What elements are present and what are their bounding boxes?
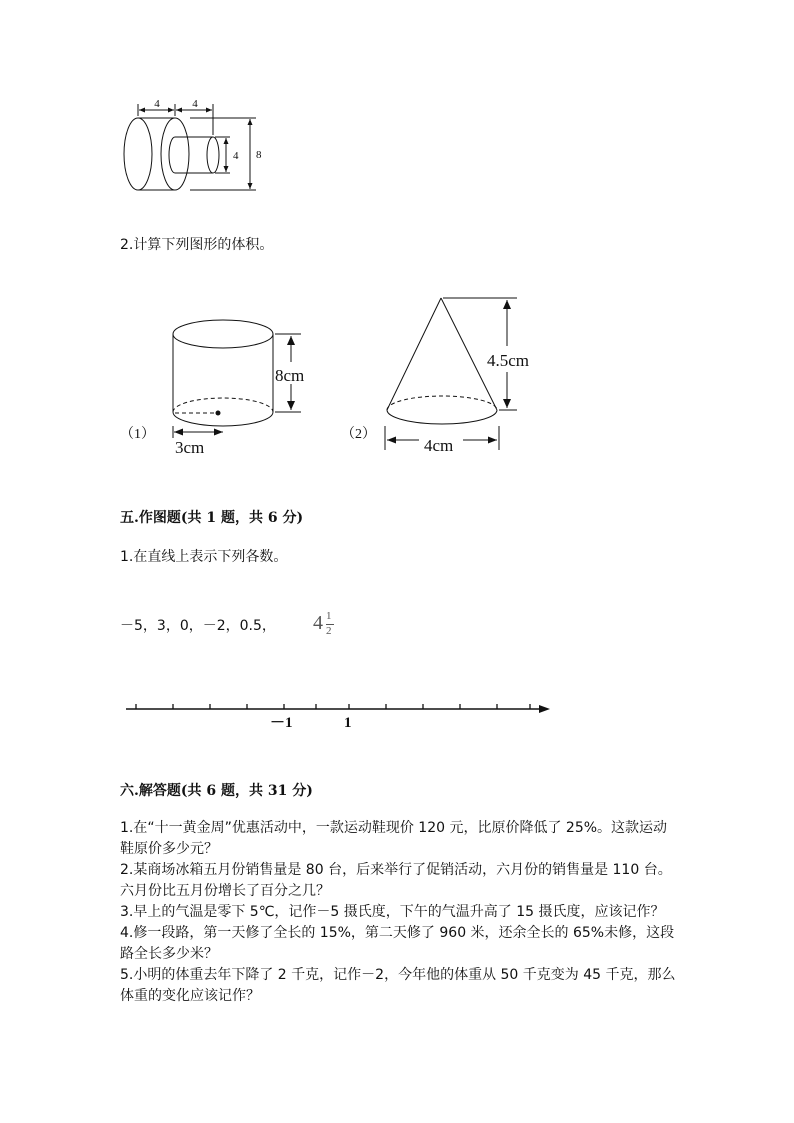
axis-label-neg1: －1 xyxy=(270,715,293,731)
cone-diameter-label: 4cm xyxy=(424,436,454,455)
cone-height-label: 4.5cm xyxy=(487,351,530,370)
cylinder-radius-label: 3cm xyxy=(175,438,205,457)
section-6-questions xyxy=(120,818,680,1007)
big-cylinder-left-face xyxy=(124,118,152,190)
figure-label-2: （2） xyxy=(341,427,376,442)
numbers-list: －5，3，0，－2，0.5， xyxy=(120,618,276,634)
section-6-title: 六.解答题(共 6 题，共 31 分) xyxy=(120,783,313,799)
figure-label-1: （1） xyxy=(120,427,155,442)
section-6-question-1: 1.在“十一黄金周”优惠活动中，一款运动鞋现价 120 元，比原价降低了 25%。这款运动鞋原价多少元？ xyxy=(120,820,668,857)
cylinder-height-label: 8cm xyxy=(275,366,305,385)
mixed-number-whole: 4 xyxy=(313,612,323,634)
stepped-cylinder-figure xyxy=(118,92,278,202)
cylinder-cone-figure xyxy=(115,292,545,462)
section-6-question-5: 5.小明的体重去年下降了 2 千克，记作－2，今年他的体重从 50 千克变为 45 千克，那么体重的变化应该记作？ xyxy=(120,967,676,1004)
section-5-title: 五.作图题(共 1 题，共 6 分) xyxy=(120,510,304,526)
small-cylinder-right-face xyxy=(207,137,219,173)
mixed-number-numerator: 1 xyxy=(326,610,332,622)
mixed-number xyxy=(313,610,343,644)
question-2-prompt: 2.计算下列图形的体积。 xyxy=(120,237,274,253)
section-5-question-1: 1.在直线上表示下列各数。 xyxy=(120,549,288,565)
cylinder-top xyxy=(173,320,273,348)
big-cylinder-right-face xyxy=(161,118,189,190)
section-6-question-3: 3.早上的气温是零下 5℃，记作－5 摄氏度，下午的气温升高了 15 摄氏度，应该记作？ xyxy=(120,904,665,920)
dim-outer-height: 8 xyxy=(256,149,262,161)
section-6-question-4: 4.修一段路，第一天修了全长的 15%，第二天修了 960 米，还余全长的 65%未修，这段路全长多少米？ xyxy=(120,925,675,962)
dim-inner-height: 4 xyxy=(233,150,239,162)
section-6-question-2: 2.某商场冰箱五月份销售量是 80 台，后来举行了促销活动，六月份的销售量是 110 台。六月份比五月份增长了百分之几？ xyxy=(120,862,672,899)
dim-top-right: 4 xyxy=(192,98,198,110)
axis-label-1: 1 xyxy=(344,715,352,731)
mixed-number-denominator: 2 xyxy=(326,625,332,637)
dim-top-left: 4 xyxy=(154,98,160,110)
number-line xyxy=(120,696,560,736)
